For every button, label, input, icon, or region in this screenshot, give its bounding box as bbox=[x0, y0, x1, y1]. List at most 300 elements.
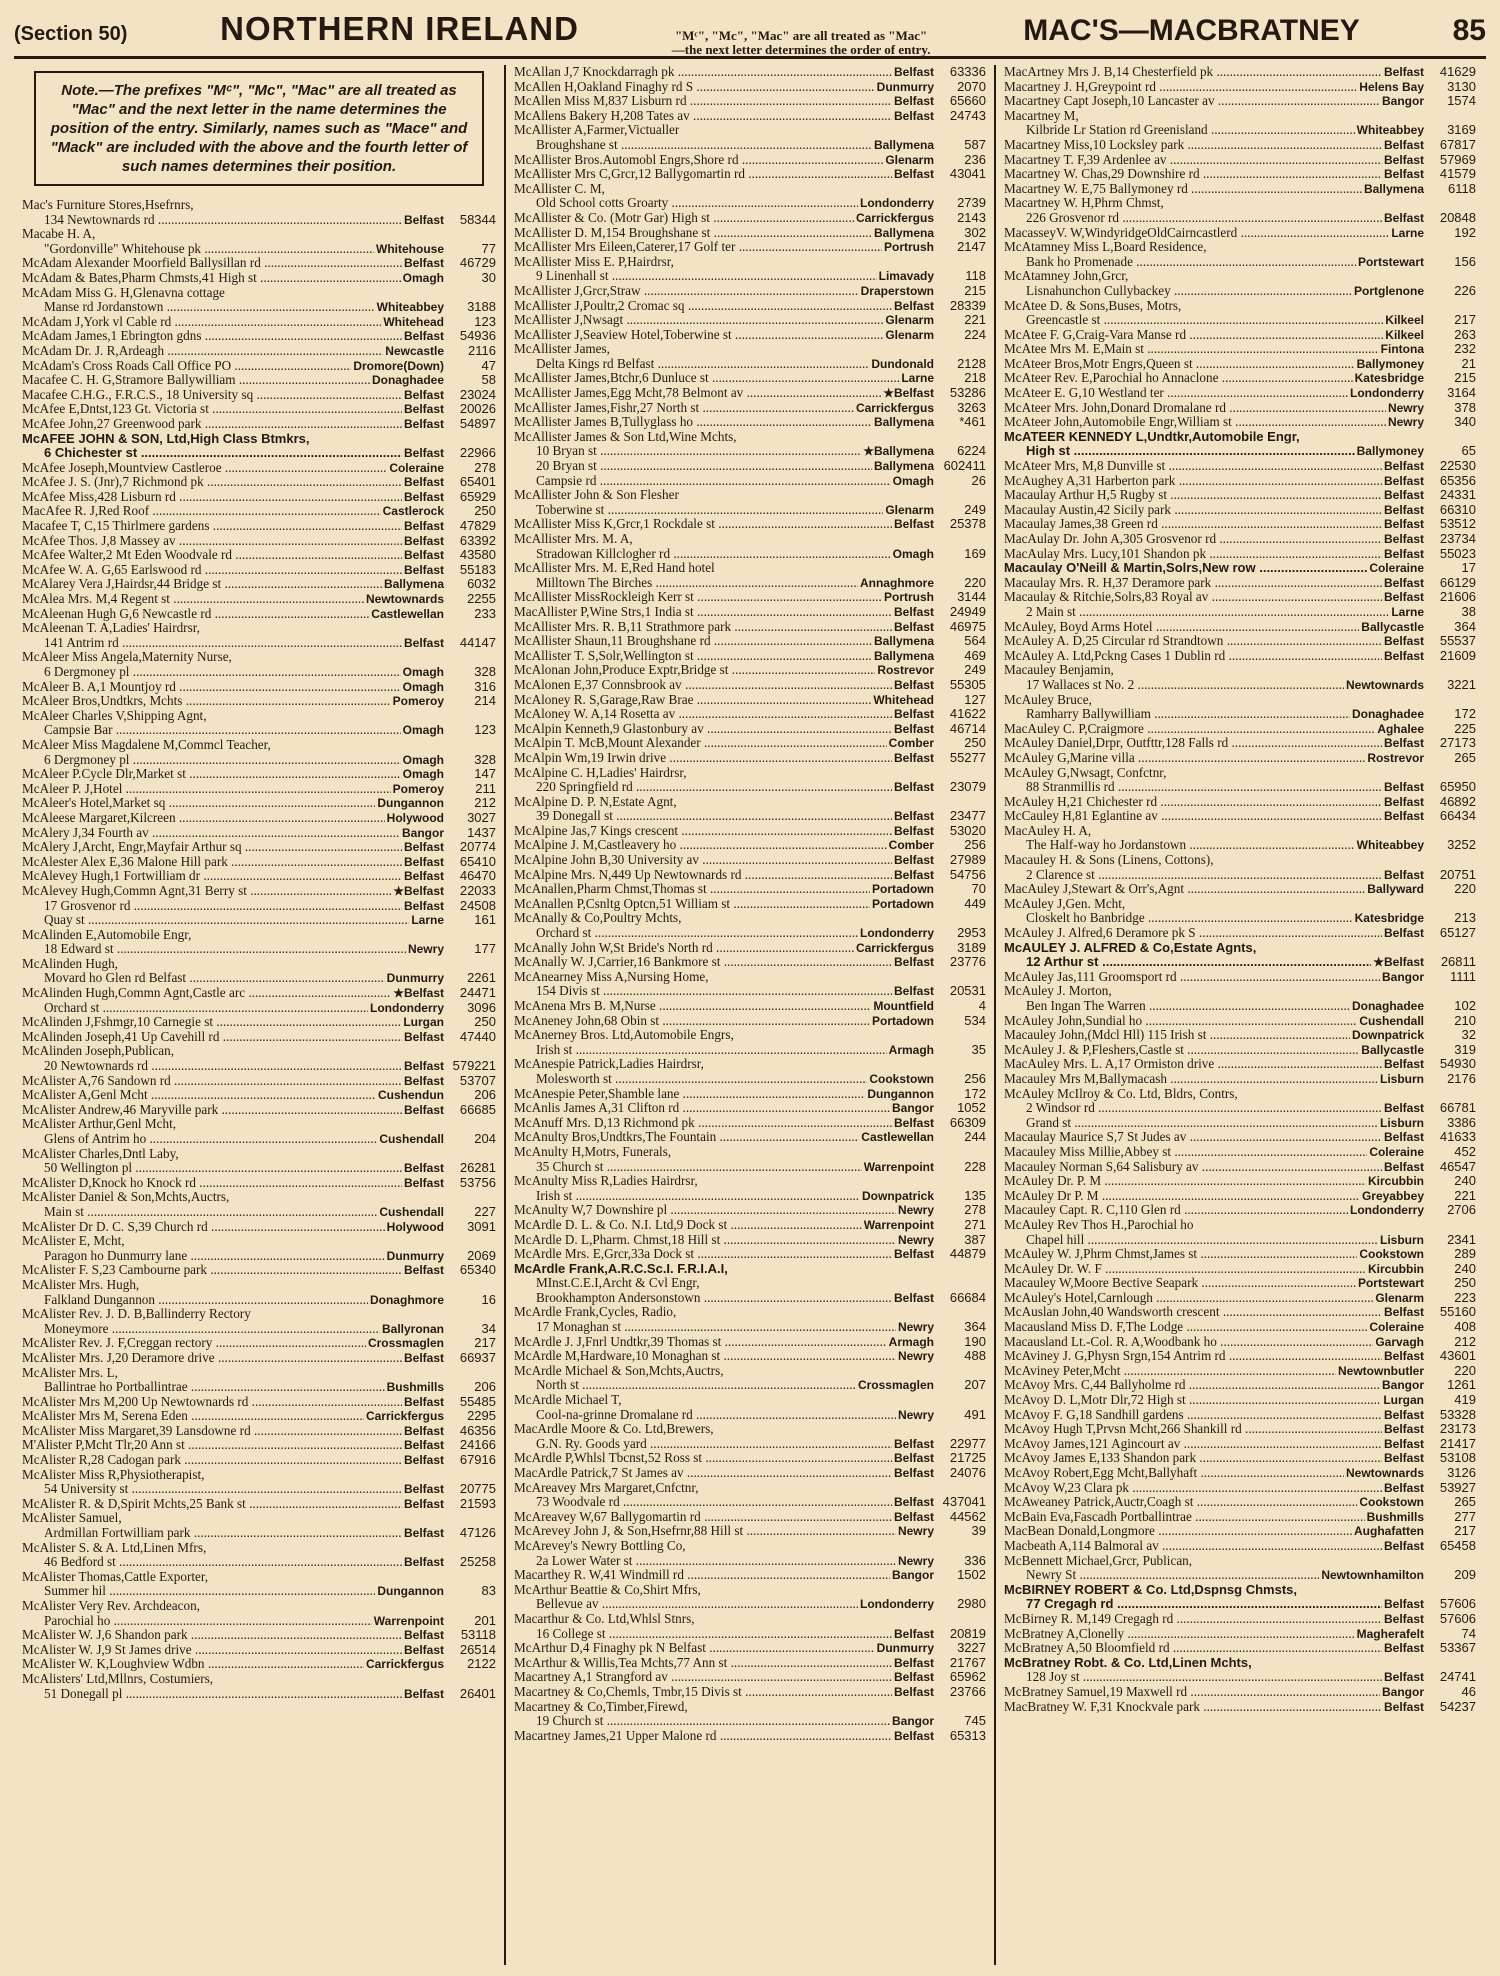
entry-name: McAlister Mrs M,200 Up Newtownards rd ..... bbox=[22, 1395, 402, 1410]
entry-exchange: Newry bbox=[407, 942, 444, 957]
entry-name: McArdle Mrs. E,Grcr,33a Dock st ..... bbox=[514, 1247, 892, 1262]
entry-exchange: Carrickfergus bbox=[855, 940, 934, 955]
directory-entry bbox=[514, 1451, 986, 1466]
entry-exchange: ★Belfast bbox=[1373, 955, 1424, 970]
entry-name: Orchard st ..... bbox=[44, 1001, 368, 1016]
entry-name: 134 Newtownards rd ..... bbox=[44, 213, 402, 228]
entry-phone-number: 67817 bbox=[1439, 136, 1476, 152]
entry-phone-number: 43041 bbox=[949, 166, 986, 182]
entry-exchange: Belfast bbox=[893, 1670, 934, 1685]
entry-phone-number: 602411 bbox=[943, 458, 986, 474]
entry-phone-number: 256 bbox=[964, 837, 986, 853]
entry-phone-number: 249 bbox=[964, 501, 986, 517]
entry-phone-number: 3189 bbox=[957, 939, 986, 955]
directory-entry bbox=[514, 999, 986, 1014]
entry-exchange: Belfast bbox=[1383, 137, 1424, 152]
directory-entry bbox=[22, 1643, 496, 1658]
entry-name: McArdle D. L. & Co. N.I. Ltd,9 Dock st ..... bbox=[514, 1218, 862, 1233]
directory-entry bbox=[22, 957, 496, 972]
directory-entry bbox=[1004, 444, 1476, 459]
directory-entry bbox=[22, 796, 496, 811]
entry-name: Kilbride Lr Station rd Greenisland ..... bbox=[1026, 123, 1355, 138]
directory-entry bbox=[1004, 313, 1476, 328]
entry-exchange: Warrenpoint bbox=[863, 1217, 934, 1232]
entry-name: Macaulay Mrs. R. H,37 Deramore park ..... bbox=[1004, 576, 1382, 591]
entry-name: McArdle Frank,Cycles, Radio, bbox=[514, 1305, 677, 1320]
entry-exchange: Omagh bbox=[892, 473, 934, 488]
entry-name: McAllan J,7 Knockdarragh pk ..... bbox=[514, 65, 892, 80]
entry-phone-number: 340 bbox=[1454, 414, 1476, 430]
directory-entry bbox=[514, 1364, 986, 1379]
directory-entry bbox=[514, 371, 986, 386]
entry-phone-number: 53108 bbox=[1439, 1450, 1476, 1466]
entry-name: McAlister A,Genl Mcht ..... bbox=[22, 1088, 376, 1103]
directory-entry bbox=[514, 517, 986, 532]
entry-name: MacAllister P,Wine Strs,1 India st ..... bbox=[514, 605, 892, 620]
directory-entry bbox=[1004, 1043, 1476, 1058]
entry-exchange: Cookstown bbox=[1359, 1247, 1424, 1262]
entry-phone-number: 65929 bbox=[459, 488, 496, 504]
entry-exchange: Donaghadee bbox=[1351, 999, 1424, 1013]
entry-name: McAteer E. G,10 Westland ter ..... bbox=[1004, 386, 1348, 401]
entry-phone-number: 172 bbox=[1454, 706, 1476, 722]
entry-exchange: Belfast bbox=[403, 1350, 444, 1365]
directory-entry bbox=[514, 1189, 986, 1204]
directory-entry bbox=[1004, 795, 1476, 810]
entry-exchange: Belfast bbox=[403, 256, 444, 271]
entry-name: McAllister Shaun,11 Broughshane rd ..... bbox=[514, 634, 872, 649]
directory-entry bbox=[514, 1554, 986, 1569]
entry-exchange: Portadown bbox=[872, 896, 934, 911]
section-label: (Section 50) bbox=[14, 23, 128, 45]
entry-phone-number: 47126 bbox=[459, 1525, 496, 1541]
directory-entry bbox=[22, 1468, 496, 1483]
directory-entry bbox=[514, 1422, 986, 1437]
entry-name: McAlister Andrew,46 Maryville park ..... bbox=[22, 1103, 402, 1118]
entry-name: Macaulay Austin,42 Sicily park ..... bbox=[1004, 503, 1382, 518]
entry-phone-number: 47 bbox=[481, 357, 496, 373]
entry-name: Newry St ..... bbox=[1026, 1568, 1319, 1583]
entry-name: McAuley Rev Thos H.,Parochial ho bbox=[1004, 1217, 1194, 1232]
entry-phone-number: 169 bbox=[964, 545, 986, 561]
entry-exchange: Kircubbin bbox=[1368, 1261, 1424, 1276]
entry-phone-number: 23776 bbox=[949, 954, 986, 970]
entry-phone-number: 57606 bbox=[1439, 1596, 1476, 1612]
directory-entry bbox=[22, 1293, 496, 1308]
entry-name: McAtamney Miss L,Board Residence, bbox=[1004, 240, 1207, 255]
entry-exchange: Belfast bbox=[403, 489, 444, 504]
entry-name: Macarthey R. W,41 Windmill rd ..... bbox=[514, 1568, 890, 1583]
entry-exchange: Whitehouse bbox=[376, 241, 444, 256]
entry-name: McAlister E, Mcht, bbox=[22, 1234, 125, 1249]
directory-entry bbox=[1004, 1276, 1476, 1291]
directory-entry bbox=[1004, 386, 1476, 401]
entry-exchange: Belfast bbox=[893, 823, 934, 838]
entry-name: Macauley Capt. R. C,110 Glen rd ..... bbox=[1004, 1203, 1348, 1218]
entry-exchange: Newry bbox=[897, 1320, 934, 1335]
directory-entry bbox=[22, 1015, 496, 1030]
entry-exchange: Belfast bbox=[403, 519, 444, 534]
directory-entry bbox=[22, 359, 496, 374]
entry-phone-number: 35 bbox=[971, 1041, 986, 1057]
entry-name: Ardmillan Fortwilliam park ..... bbox=[44, 1526, 402, 1541]
entry-name: McAlpine J. M,Castleavery ho ..... bbox=[514, 838, 887, 853]
entry-exchange: Belfast bbox=[1383, 1159, 1424, 1174]
entry-name: McAlinden Joseph,41 Up Cavehill rd ..... bbox=[22, 1030, 402, 1045]
entry-phone-number: 43580 bbox=[459, 547, 496, 563]
entry-exchange: Belfast bbox=[403, 475, 444, 490]
entry-phone-number: 2128 bbox=[957, 355, 986, 371]
directory-entry bbox=[514, 1612, 986, 1627]
entry-phone-number: 271 bbox=[964, 1216, 986, 1232]
entry-name: McAnally W. J,Carrier,16 Bankmore st ..... bbox=[514, 955, 892, 970]
entry-phone-number: 46892 bbox=[1439, 793, 1476, 809]
directory-entry bbox=[22, 1687, 496, 1702]
header-note-line-1: "Mᶜ", "Mc", "Mac" are all treated as "Mac" bbox=[674, 28, 928, 43]
entry-name: MacAuley C. P,Craigmore ..... bbox=[1004, 722, 1375, 737]
entry-exchange: Belfast bbox=[403, 854, 444, 869]
entry-name: Macartney T. F,39 Ardenlee av ..... bbox=[1004, 153, 1382, 168]
entry-name: McAdam Dr. J. R,Ardeagh ..... bbox=[22, 344, 383, 359]
entry-exchange: Belfast bbox=[403, 402, 444, 417]
entry-phone-number: 220 bbox=[1454, 881, 1476, 897]
entry-phone-number: 221 bbox=[1454, 1187, 1476, 1203]
entry-phone-number: 236 bbox=[964, 151, 986, 167]
entry-name: 77 Cregagh rd ..... bbox=[1026, 1597, 1382, 1612]
entry-exchange: ★Ballymena bbox=[863, 444, 934, 459]
entry-exchange: Belfast bbox=[1383, 1538, 1424, 1553]
entry-exchange: Carrickfergus bbox=[855, 210, 934, 225]
directory-entry bbox=[1004, 897, 1476, 912]
entry-phone-number: 65 bbox=[1461, 443, 1476, 459]
directory-entry bbox=[514, 1568, 986, 1583]
directory-entry bbox=[514, 1437, 986, 1452]
entry-name: McArdle Michael & Son,Mchts,Auctrs, bbox=[514, 1363, 724, 1378]
entry-exchange: Bangor bbox=[892, 1568, 934, 1583]
entry-name: McAuley J. Alfred,6 Deramore pk S ..... bbox=[1004, 926, 1382, 941]
entry-exchange: Ballymena bbox=[873, 415, 934, 430]
directory-entry bbox=[1004, 1087, 1476, 1102]
entry-phone-number: 55277 bbox=[949, 749, 986, 765]
entry-exchange: Portadown bbox=[872, 882, 934, 897]
entry-phone-number: 65458 bbox=[1439, 1537, 1476, 1553]
directory-entry bbox=[514, 196, 986, 211]
entry-name: 154 Divis st ..... bbox=[536, 984, 892, 999]
directory-entry bbox=[514, 474, 986, 489]
entry-phone-number: 2261 bbox=[467, 970, 496, 986]
directory-entry bbox=[22, 694, 496, 709]
entry-exchange: Holywood bbox=[386, 810, 444, 825]
column-2 bbox=[504, 65, 994, 1965]
entry-exchange: Cookstown bbox=[1359, 1495, 1424, 1510]
entry-exchange: Belfast bbox=[403, 1394, 444, 1409]
directory-entry bbox=[514, 736, 986, 751]
directory-entry bbox=[514, 357, 986, 372]
entry-phone-number: 265 bbox=[1454, 749, 1476, 765]
entry-phone-number: 302 bbox=[964, 224, 986, 240]
entry-phone-number: 17 bbox=[1461, 560, 1476, 576]
directory-entry bbox=[22, 1497, 496, 1512]
directory-entry bbox=[514, 269, 986, 284]
entry-exchange: Belfast bbox=[893, 517, 934, 532]
entry-name: McAULEY J. ALFRED & Co,Estate Agnts, bbox=[1004, 940, 1257, 955]
directory-entry bbox=[22, 1584, 496, 1599]
directory-entry bbox=[1004, 153, 1476, 168]
entry-exchange: Belfast bbox=[1383, 1130, 1424, 1145]
entry-exchange: Donaghmore bbox=[369, 1292, 444, 1307]
directory-entry bbox=[22, 826, 496, 841]
directory-entry bbox=[22, 1307, 496, 1322]
directory-entry bbox=[22, 1409, 496, 1424]
entry-name: MacAulay Mrs. Lucy,101 Shandon pk ..... bbox=[1004, 547, 1382, 562]
entry-exchange: Belfast bbox=[1383, 736, 1424, 751]
entry-exchange: Belfast bbox=[1383, 167, 1424, 182]
columns bbox=[14, 65, 1486, 1965]
directory-entry bbox=[1004, 1233, 1476, 1248]
entry-name: McAviney Peter,Mcht ..... bbox=[1004, 1364, 1336, 1379]
directory-entry bbox=[1004, 634, 1476, 649]
entry-name: MacAulay Dr. John A,305 Grosvenor rd ..... bbox=[1004, 532, 1382, 547]
entry-phone-number: 16 bbox=[481, 1291, 496, 1307]
entry-phone-number: 53020 bbox=[949, 822, 986, 838]
entry-phone-number: 20774 bbox=[459, 839, 496, 855]
entry-exchange: Ballycastle bbox=[1361, 1042, 1424, 1057]
directory-entry bbox=[1004, 196, 1476, 211]
entry-phone-number: 20819 bbox=[949, 1625, 986, 1641]
entry-name: McAllister A,Farmer,Victualler bbox=[514, 123, 680, 138]
entry-phone-number: 24741 bbox=[1439, 1669, 1476, 1685]
entry-exchange: Helens Bay bbox=[1359, 79, 1424, 94]
entry-phone-number: 1261 bbox=[1447, 1377, 1476, 1393]
entry-name: McAuley McIlroy & Co. Ltd, Bldrs, Contrs, bbox=[1004, 1086, 1238, 1101]
directory-entry bbox=[514, 415, 986, 430]
directory-entry bbox=[514, 284, 986, 299]
directory-entry bbox=[1004, 707, 1476, 722]
entry-name: McAlister Rev. J. F,Creggan rectory ..... bbox=[22, 1336, 366, 1351]
entry-phone-number: 47829 bbox=[459, 518, 496, 534]
entry-name: McAfee John,27 Greenwood park ..... bbox=[22, 417, 402, 432]
directory-entry bbox=[514, 1291, 986, 1306]
directory-entry bbox=[22, 271, 496, 286]
entry-name: McAlpin T. McB,Mount Alexander ..... bbox=[514, 736, 887, 751]
directory-entry bbox=[22, 1657, 496, 1672]
entry-name: McAlister Charles,Dntl Laby, bbox=[22, 1146, 179, 1161]
directory-entry bbox=[514, 1320, 986, 1335]
entry-phone-number: 65127 bbox=[1439, 925, 1476, 941]
entry-phone-number: 67916 bbox=[459, 1452, 496, 1468]
entry-phone-number: 3221 bbox=[1447, 676, 1476, 692]
entry-exchange: Lurgan bbox=[403, 1015, 444, 1030]
entry-phone-number: 278 bbox=[964, 1202, 986, 1218]
directory-entry bbox=[22, 767, 496, 782]
directory-entry bbox=[514, 488, 986, 503]
entry-name: McAleer B. A,1 Mountjoy rd ..... bbox=[22, 680, 401, 695]
entry-exchange: Bangor bbox=[1382, 1684, 1424, 1699]
entry-phone-number: 2176 bbox=[1447, 1070, 1476, 1086]
directory-entry bbox=[22, 621, 496, 636]
entry-exchange: Dungannon bbox=[867, 1086, 934, 1101]
entry-phone-number: 32 bbox=[1461, 1027, 1476, 1043]
entry-name: MacBratney W. F,31 Knockvale park ..... bbox=[1004, 1700, 1382, 1715]
entry-phone-number: 2143 bbox=[957, 209, 986, 225]
directory-entry bbox=[1004, 1524, 1476, 1539]
entry-phone-number: 22966 bbox=[459, 445, 496, 461]
directory-entry bbox=[514, 255, 986, 270]
entry-phone-number: 3130 bbox=[1447, 78, 1476, 94]
entry-exchange: Coleraine bbox=[1369, 561, 1424, 576]
entry-phone-number: 449 bbox=[964, 895, 986, 911]
entry-name: McAteer Mrs. John,Donard Dromalane rd ..... bbox=[1004, 401, 1386, 416]
entry-exchange: Newtownbutler bbox=[1338, 1363, 1424, 1378]
entry-phone-number: 204 bbox=[474, 1131, 496, 1146]
entry-name: Irish st ..... bbox=[536, 1189, 860, 1204]
entry-name: McAdam Alexander Moorfield Ballysillan rd ..... bbox=[22, 256, 402, 271]
entry-name: McAllister MissRockleigh Kerr st ..... bbox=[514, 590, 882, 605]
entry-exchange: Donaghadee bbox=[1351, 707, 1424, 722]
entry-exchange: Ballymena bbox=[1363, 181, 1424, 196]
directory-entry bbox=[22, 286, 496, 301]
entry-exchange: Portrush bbox=[883, 590, 934, 605]
entry-exchange: Belfast bbox=[893, 604, 934, 619]
entry-exchange: Belfast bbox=[1383, 546, 1424, 561]
entry-name: McAlester Alex E,36 Malone Hill park ..... bbox=[22, 855, 402, 870]
entry-name: McAlinden E,Automobile Engr, bbox=[22, 927, 192, 942]
entry-name: Irish st ..... bbox=[536, 1043, 887, 1058]
entry-name: McArevey's Newry Bottling Co, bbox=[514, 1538, 686, 1553]
entry-phone-number: 240 bbox=[1454, 1260, 1476, 1276]
entry-exchange: Newry bbox=[1387, 415, 1424, 430]
entry-name: McAuley A. Ltd,Pckng Cases 1 Dublin rd ..... bbox=[1004, 649, 1382, 664]
entry-phone-number: 23024 bbox=[459, 386, 496, 402]
directory-entry bbox=[22, 1161, 496, 1176]
entry-phone-number: 223 bbox=[1454, 1289, 1476, 1305]
entry-name: McAllister James, bbox=[514, 342, 610, 357]
directory-entry bbox=[514, 1393, 986, 1408]
entry-name: McArdle D. L,Pharm. Chmst,18 Hill st ..... bbox=[514, 1233, 896, 1248]
entry-phone-number: 228 bbox=[964, 1158, 986, 1174]
entry-name: McAllister D. M,154 Broughshane st ..... bbox=[514, 226, 872, 241]
entry-exchange: Holywood bbox=[386, 1219, 444, 1234]
entry-name: McAuley, Boyd Arms Hotel ..... bbox=[1004, 620, 1359, 635]
directory-entry bbox=[22, 1599, 496, 1614]
entry-name: 54 University st ..... bbox=[44, 1482, 402, 1497]
entry-exchange: Cushendall bbox=[379, 1132, 444, 1146]
entry-exchange: Dunmurry bbox=[386, 1248, 444, 1263]
directory-entry bbox=[1004, 474, 1476, 489]
entry-phone-number: 65660 bbox=[949, 93, 986, 109]
entry-phone-number: 55160 bbox=[1439, 1304, 1476, 1320]
entry-name: 88 Stranmillis rd ..... bbox=[1026, 780, 1382, 795]
entry-phone-number: 25258 bbox=[459, 1554, 496, 1570]
directory-entry bbox=[1004, 766, 1476, 781]
directory-entry bbox=[22, 1672, 496, 1687]
entry-name: Stradowan Killclogher rd ..... bbox=[536, 547, 891, 562]
entry-exchange: Castlewellan bbox=[861, 1130, 934, 1145]
directory-entry bbox=[514, 853, 986, 868]
entry-name: 2 Clarence st ..... bbox=[1026, 868, 1382, 883]
entry-name: McAllen H,Oakland Finaghy rd S ..... bbox=[514, 80, 875, 95]
entry-name: McAlister A,76 Sandown rd ..... bbox=[22, 1074, 402, 1089]
entry-phone-number: 745 bbox=[964, 1713, 986, 1729]
entry-name: Molesworth st ..... bbox=[536, 1072, 867, 1087]
directory-entry bbox=[514, 1101, 986, 1116]
entry-exchange: Belfast bbox=[893, 94, 934, 109]
entry-name: McAvoy W,23 Clara pk ..... bbox=[1004, 1481, 1382, 1496]
entry-name: McAleenan Hugh G,6 Newcastle rd ..... bbox=[22, 607, 369, 622]
entry-name: Macaulay O'Neill & Martin,Solrs,New row ..... bbox=[1004, 561, 1367, 576]
entry-name: MInst.C.E.I,Archt & Cvl Engr, bbox=[536, 1276, 700, 1291]
entry-name: McArdle Michael T, bbox=[514, 1393, 622, 1408]
entry-name: McAfee J. S. (Jnr),7 Richmond pk ..... bbox=[22, 475, 402, 490]
entry-phone-number: 24076 bbox=[949, 1465, 986, 1480]
entry-exchange: Belfast bbox=[893, 1655, 934, 1670]
directory-entry bbox=[1004, 547, 1476, 562]
entry-name: McAleese Margaret,Kilcreen ..... bbox=[22, 811, 385, 826]
entry-phone-number: 3252 bbox=[1447, 837, 1476, 853]
directory-entry bbox=[22, 1511, 496, 1526]
entry-name: McBain Eva,Fascadh Portballintrae ..... bbox=[1004, 1510, 1365, 1525]
entry-name: McAfee Walter,2 Mt Eden Woodvale rd ..... bbox=[22, 548, 402, 563]
entry-name: McAnulty Miss R,Ladies Hairdrsr, bbox=[514, 1174, 698, 1189]
entry-name: McAteer Bros,Motr Engrs,Queen st ..... bbox=[1004, 357, 1355, 372]
entry-name: McAleer's Hotel,Market sq ..... bbox=[22, 796, 375, 811]
entry-phone-number: 3164 bbox=[1447, 385, 1476, 401]
directory-entry bbox=[1004, 94, 1476, 109]
entry-phone-number: 419 bbox=[1454, 1392, 1476, 1408]
entry-phone-number: 1111 bbox=[1449, 968, 1476, 984]
directory-entry bbox=[514, 824, 986, 839]
entry-name: McAlinden Joseph,Publican, bbox=[22, 1044, 175, 1059]
directory-entry bbox=[22, 1380, 496, 1395]
directory-entry bbox=[1004, 809, 1476, 824]
entry-phone-number: 24743 bbox=[949, 107, 986, 123]
entry-name: McAlister Mrs. L, bbox=[22, 1365, 118, 1380]
directory-entry bbox=[514, 153, 986, 168]
entry-phone-number: 118 bbox=[965, 268, 986, 284]
entry-phone-number: 190 bbox=[964, 1333, 986, 1349]
directory-entry bbox=[22, 490, 496, 505]
entry-exchange: Belfast bbox=[893, 984, 934, 999]
directory-entry bbox=[1004, 1291, 1476, 1306]
entry-name: Closkelt ho Banbridge ..... bbox=[1026, 911, 1353, 926]
entry-name: 6 Chichester st ..... bbox=[44, 446, 402, 461]
directory-entry bbox=[514, 868, 986, 883]
entry-exchange: Belfast bbox=[1383, 488, 1424, 503]
entry-exchange: Belfast bbox=[1383, 1305, 1424, 1320]
entry-name: McAnespie Patrick,Ladies Hairdrsr, bbox=[514, 1057, 704, 1072]
entry-phone-number: 319 bbox=[1454, 1041, 1476, 1057]
entry-exchange: Whiteabbey bbox=[1356, 123, 1424, 138]
entry-name: McAuley J,Gen. Mcht, bbox=[1004, 896, 1126, 911]
entry-phone-number: 221 bbox=[964, 312, 986, 328]
directory-entry bbox=[22, 1044, 496, 1059]
directory-entry bbox=[514, 1057, 986, 1072]
entry-exchange: Armagh bbox=[888, 1042, 934, 1057]
entry-phone-number: 46 bbox=[1461, 1683, 1476, 1699]
entry-phone-number: 123 bbox=[474, 722, 496, 738]
entry-name: McAlinden Hugh, bbox=[22, 956, 118, 971]
directory-entry bbox=[514, 1233, 986, 1248]
directory-entry bbox=[1004, 1554, 1476, 1569]
entry-exchange: Belfast bbox=[403, 1555, 444, 1570]
entry-name: Bank ho Promenade ..... bbox=[1026, 255, 1356, 270]
entry-name: Lisnahunchon Cullybackey ..... bbox=[1026, 284, 1352, 299]
entry-phone-number: 2706 bbox=[1447, 1202, 1476, 1218]
entry-name: McAlinden J,Fshmgr,10 Carnegie st ..... bbox=[22, 1015, 401, 1030]
page-number: 85 bbox=[1452, 14, 1486, 47]
entry-exchange: Belfast bbox=[893, 1684, 934, 1699]
directory-entry bbox=[514, 138, 986, 153]
